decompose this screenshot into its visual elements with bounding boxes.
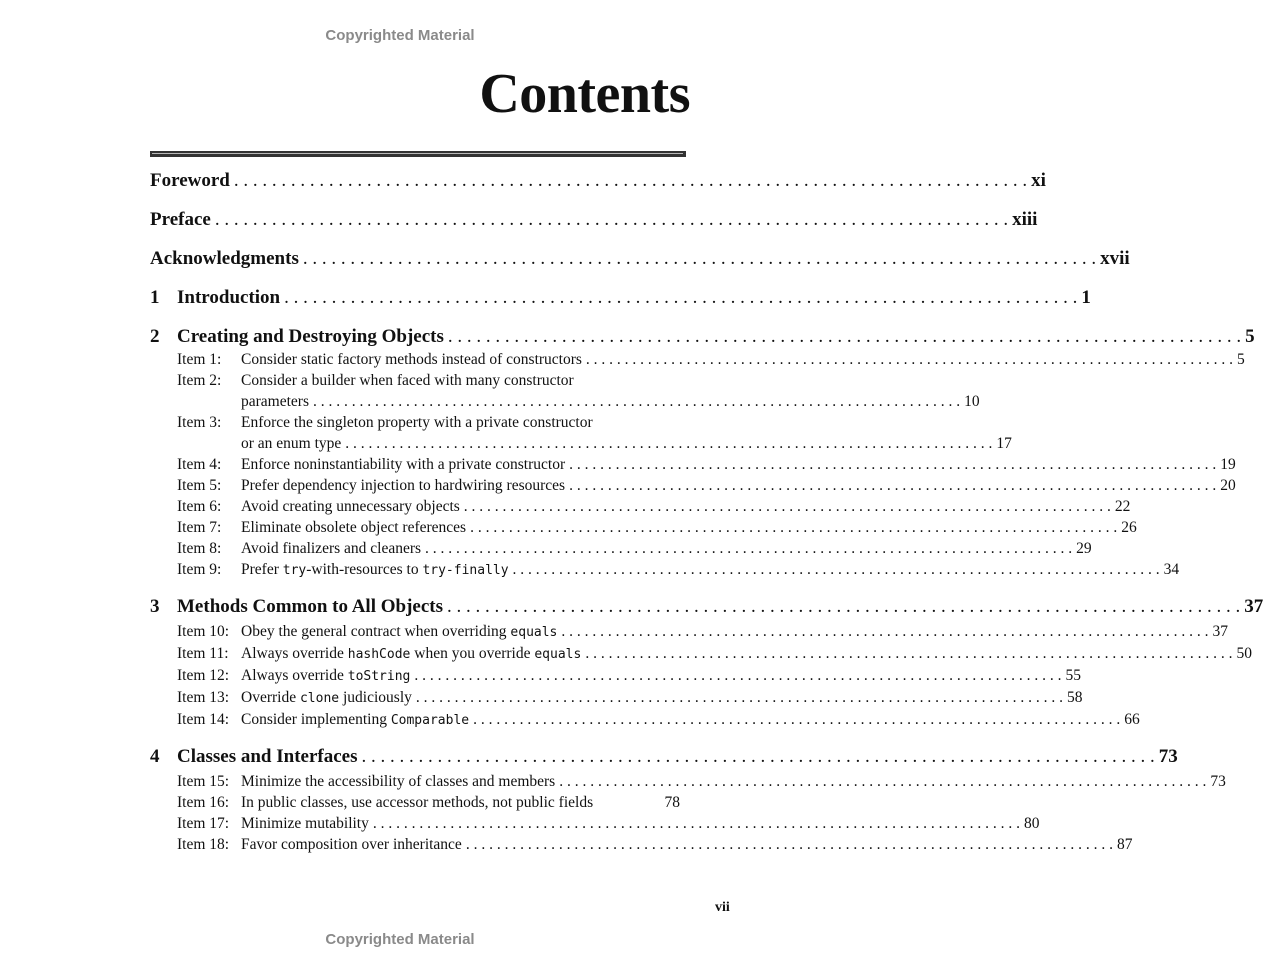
- dot-leader: [464, 496, 1111, 517]
- dot-leader: [284, 282, 1077, 314]
- dot-leader: [470, 517, 1117, 538]
- text-segment: Obey the general contract when overriding: [241, 623, 511, 640]
- entry-page: xvii: [1100, 248, 1130, 269]
- entry-title: Foreword: [150, 170, 230, 191]
- item-label: Item 4:: [177, 456, 222, 473]
- item-page: 73: [1210, 773, 1226, 790]
- chapter-page: 5: [1245, 326, 1255, 347]
- toc-entry-acknowledgments[interactable]: [150, 243, 1130, 282]
- chapter-items: [177, 349, 1245, 581]
- chapter-page: 73: [1158, 746, 1178, 767]
- code-term: clone: [299, 691, 340, 706]
- item-page: 78: [664, 794, 680, 811]
- item-page: 34: [1163, 561, 1180, 578]
- item-label: Item 5:: [177, 477, 222, 494]
- text-segment: Override: [241, 689, 300, 706]
- item-label: Item 13:: [177, 689, 230, 706]
- code-term: Comparable: [390, 713, 470, 728]
- toc-item[interactable]: [177, 538, 1092, 559]
- chapter-3: [150, 591, 1263, 731]
- item-text: [241, 665, 1081, 687]
- item-line: [241, 621, 1228, 643]
- toc-chapter-entry[interactable]: [150, 282, 1091, 321]
- code-term: hashCode: [347, 647, 411, 662]
- toc-chapter-entry[interactable]: [150, 591, 1263, 621]
- chapter-number: 2: [150, 326, 160, 347]
- chapter-page: 37: [1244, 596, 1263, 617]
- chapter-number: 4: [150, 746, 160, 767]
- dot-leader: [447, 591, 1240, 623]
- code-term: try: [282, 563, 307, 578]
- item-line: [241, 813, 1040, 834]
- item-page: 55: [1065, 667, 1081, 684]
- item-text: [241, 412, 1012, 454]
- item-page: 37: [1212, 623, 1229, 640]
- toc-item[interactable]: [177, 621, 1229, 643]
- item-page: 19: [1220, 456, 1236, 473]
- item-text: [241, 687, 1083, 709]
- item-label: Item 14:: [177, 711, 230, 728]
- item-text: [241, 475, 1236, 496]
- item-line: [241, 391, 980, 412]
- item-title: [241, 709, 469, 731]
- copyright-watermark-top: Copyrighted Material: [325, 27, 475, 44]
- item-text: [241, 621, 1228, 643]
- item-label: Item 3:: [177, 414, 222, 431]
- item-label: Item 18:: [177, 836, 230, 853]
- dot-leader: [303, 243, 1096, 275]
- item-title: Enforce the singleton property with a private constructor: [241, 414, 593, 431]
- dot-leader: [373, 813, 1020, 834]
- text-segment: Always override: [241, 667, 348, 684]
- dot-leader: [585, 643, 1232, 664]
- toc-chapter-entry[interactable]: [150, 321, 1255, 349]
- toc-item[interactable]: [177, 496, 1131, 517]
- item-title: Avoid creating unnecessary objects: [241, 498, 460, 515]
- toc-item[interactable]: [177, 559, 1180, 581]
- item-page: 50: [1236, 645, 1252, 662]
- item-title: Consider static factory methods instead of constructors: [241, 351, 582, 368]
- item-line: [241, 538, 1092, 559]
- toc-item[interactable]: [177, 349, 1245, 370]
- item-text: [241, 643, 1252, 665]
- toc-item[interactable]: [177, 665, 1081, 687]
- code-term: equals: [510, 625, 558, 640]
- item-page: 29: [1076, 540, 1092, 557]
- item-label: Item 1:: [177, 351, 222, 368]
- item-line: [241, 454, 1236, 475]
- copyright-watermark-bottom: Copyrighted Material: [325, 931, 475, 948]
- item-title: [241, 643, 581, 665]
- dot-leader: [561, 621, 1208, 642]
- chapter-items: [177, 771, 1226, 855]
- item-title: [241, 621, 557, 643]
- dot-leader: [414, 665, 1061, 686]
- chapter-page: 1: [1081, 287, 1091, 308]
- title-rule: [150, 151, 686, 157]
- item-text: [241, 517, 1137, 538]
- dot-leader: [569, 475, 1216, 496]
- item-text: [241, 538, 1092, 559]
- chapter-4: [150, 741, 1226, 855]
- item-line: [241, 834, 1132, 855]
- toc-item[interactable]: [177, 517, 1137, 538]
- item-title: Avoid finalizers and cleaners: [241, 540, 422, 557]
- toc-item[interactable]: [177, 792, 680, 813]
- toc-item[interactable]: [177, 771, 1226, 792]
- page-title: Contents: [479, 63, 690, 125]
- chapter-title: Methods Common to All Objects: [177, 596, 443, 617]
- item-line: [241, 412, 1012, 433]
- dot-leader: [569, 454, 1216, 475]
- chapter-title: Introduction: [177, 287, 281, 308]
- item-text: [241, 496, 1130, 517]
- entry-page: xiii: [1012, 209, 1038, 230]
- dot-leader: [586, 349, 1233, 370]
- item-page: 22: [1114, 498, 1131, 515]
- item-text: [241, 834, 1132, 855]
- toc-item[interactable]: [177, 412, 1012, 454]
- chapter-title: Classes and Interfaces: [177, 746, 358, 767]
- dot-leader: [234, 165, 1027, 197]
- item-page: 58: [1067, 689, 1083, 706]
- item-title: [241, 687, 412, 709]
- item-label: Item 12:: [177, 667, 230, 684]
- item-text: [241, 370, 980, 412]
- item-page: 17: [996, 435, 1012, 452]
- dot-leader: [559, 771, 1206, 792]
- item-label: Item 15:: [177, 773, 230, 790]
- item-title: Eliminate obsolete object references: [241, 519, 467, 536]
- chapter-number: 3: [150, 596, 160, 617]
- item-line: [241, 349, 1245, 370]
- item-title: Prefer dependency injection to hardwiring resources: [241, 477, 566, 494]
- toc-item[interactable]: [177, 709, 1140, 731]
- toc-entry-preface[interactable]: [150, 204, 1038, 243]
- dot-leader: [513, 559, 1160, 580]
- toc-item[interactable]: [177, 643, 1252, 665]
- chapter-items: [177, 621, 1252, 731]
- item-text: [241, 792, 680, 813]
- dot-leader: [345, 433, 992, 454]
- item-page: 5: [1237, 351, 1245, 368]
- item-title: Consider a builder when faced with many constructor: [241, 372, 574, 389]
- item-label: Item 11:: [177, 645, 229, 662]
- item-line: [241, 433, 1012, 454]
- table-of-contents: [150, 165, 1263, 865]
- dot-leader: [425, 538, 1072, 559]
- item-label: Item 2:: [177, 372, 222, 389]
- dot-leader: [416, 687, 1063, 708]
- toc-item[interactable]: [177, 813, 1040, 834]
- item-text: [241, 813, 1040, 834]
- chapter-2: [150, 321, 1255, 581]
- toc-item[interactable]: [177, 834, 1133, 855]
- item-text: [241, 454, 1236, 475]
- item-line: [241, 687, 1083, 709]
- item-title: Favor composition over inheritance: [241, 836, 462, 853]
- chapter-title: Creating and Destroying Objects: [177, 326, 444, 347]
- dot-leader: [362, 741, 1155, 773]
- item-label: Item 10:: [177, 623, 230, 640]
- item-page: 87: [1116, 836, 1133, 853]
- item-title: Minimize mutability: [241, 815, 369, 832]
- item-label: Item 16:: [177, 794, 230, 811]
- item-text: [241, 709, 1140, 731]
- item-title: parameters: [241, 393, 309, 410]
- dot-leader: [473, 709, 1120, 730]
- item-text: [241, 559, 1179, 581]
- item-page: 80: [1024, 815, 1040, 832]
- code-term: try-finally: [422, 563, 509, 578]
- text-segment: Prefer: [241, 561, 283, 578]
- chapter-number: 1: [150, 287, 160, 308]
- item-label: Item 6:: [177, 498, 222, 515]
- text-segment: Consider implementing: [241, 711, 391, 728]
- item-line: [241, 496, 1130, 517]
- page-number: vii: [715, 900, 730, 915]
- item-title: [241, 559, 509, 581]
- item-label: Item 8:: [177, 540, 222, 557]
- item-title: In public classes, use accessor methods, not public fields: [241, 794, 594, 811]
- code-term: toString: [347, 669, 411, 684]
- item-title: [241, 665, 410, 687]
- chapter-1: [150, 282, 1091, 321]
- toc-entry-foreword[interactable]: [150, 165, 1046, 204]
- item-label: Item 9:: [177, 561, 222, 578]
- text-segment: judiciously: [339, 689, 412, 706]
- dot-leader: [313, 391, 960, 412]
- toc-item[interactable]: [177, 687, 1083, 709]
- item-line: [241, 665, 1081, 687]
- item-page: 20: [1220, 477, 1236, 494]
- toc-item[interactable]: [177, 475, 1236, 496]
- item-label: Item 7:: [177, 519, 222, 536]
- item-line: [241, 559, 1179, 581]
- item-line: [241, 771, 1226, 792]
- item-page: 10: [964, 393, 980, 410]
- dot-leader: [215, 204, 1008, 236]
- item-label: Item 17:: [177, 815, 230, 832]
- item-line: [241, 643, 1252, 665]
- toc-item[interactable]: [177, 454, 1236, 475]
- entry-page: xi: [1031, 170, 1046, 191]
- text-segment: -with-resources to: [306, 561, 423, 578]
- item-page: 66: [1124, 711, 1140, 728]
- item-line: [241, 517, 1137, 538]
- item-text: [241, 771, 1226, 792]
- text-segment: Always override: [241, 645, 348, 662]
- item-line: [241, 709, 1140, 731]
- item-page: 26: [1121, 519, 1137, 536]
- text-segment: when you override: [410, 645, 535, 662]
- item-line: [241, 792, 680, 813]
- code-term: equals: [534, 647, 582, 662]
- entry-title: Preface: [150, 209, 211, 230]
- item-title: Minimize the accessibility of classes and members: [241, 773, 556, 790]
- dot-leader: [466, 834, 1113, 855]
- item-title: Enforce noninstantiability with a private constructor: [241, 456, 566, 473]
- item-title: or an enum type: [241, 435, 342, 452]
- entry-title: Acknowledgments: [150, 248, 299, 269]
- item-text: [241, 349, 1245, 370]
- toc-item[interactable]: [177, 370, 980, 412]
- item-line: [241, 475, 1236, 496]
- toc-chapter-entry[interactable]: [150, 741, 1178, 771]
- item-line: [241, 370, 980, 391]
